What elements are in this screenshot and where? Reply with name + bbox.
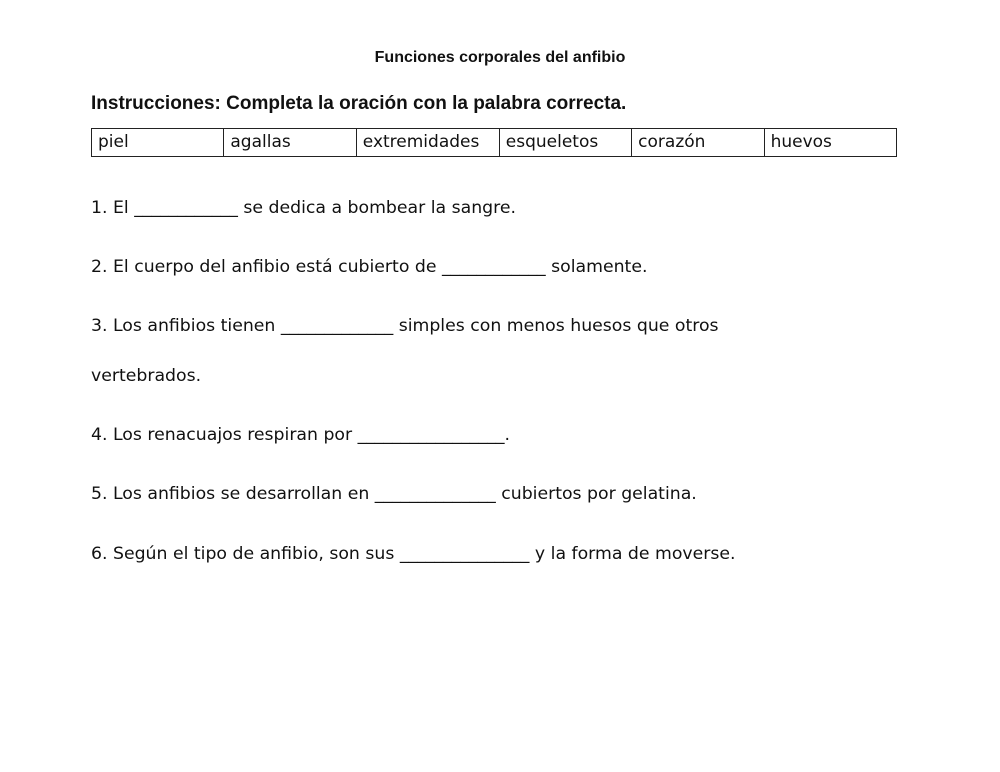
word-bank-table — [91, 128, 897, 157]
word-bank-cell: corazón — [632, 129, 764, 157]
question-3-continuation: vertebrados. — [91, 366, 202, 386]
word-bank-cell: esqueletos — [499, 129, 631, 157]
word-bank-cell: piel — [92, 129, 224, 157]
word-bank-cell: agallas — [224, 129, 356, 157]
question-6: 6. Según el tipo de anfibio, son sus _______________ y la forma de moverse. — [91, 544, 736, 564]
question-5: 5. Los anfibios se desarrollan en ______________ cubiertos por gelatina. — [91, 484, 697, 504]
question-1: 1. El ____________ se dedica a bombear la sangre. — [91, 198, 516, 218]
instructions: Instrucciones: Completa la oración con la palabra correcta. — [91, 93, 627, 114]
question-4: 4. Los renacuajos respiran por _________________. — [91, 425, 510, 445]
word-bank-cell: huevos — [764, 129, 896, 157]
word-bank-row — [92, 129, 897, 157]
page-title: Funciones corporales del anfibio — [374, 49, 626, 66]
word-bank-cell: extremidades — [356, 129, 499, 157]
question-2: 2. El cuerpo del anfibio está cubierto de ____________ solamente. — [91, 257, 648, 277]
question-3: 3. Los anfibios tienen _____________ simples con menos huesos que otros — [91, 316, 719, 336]
